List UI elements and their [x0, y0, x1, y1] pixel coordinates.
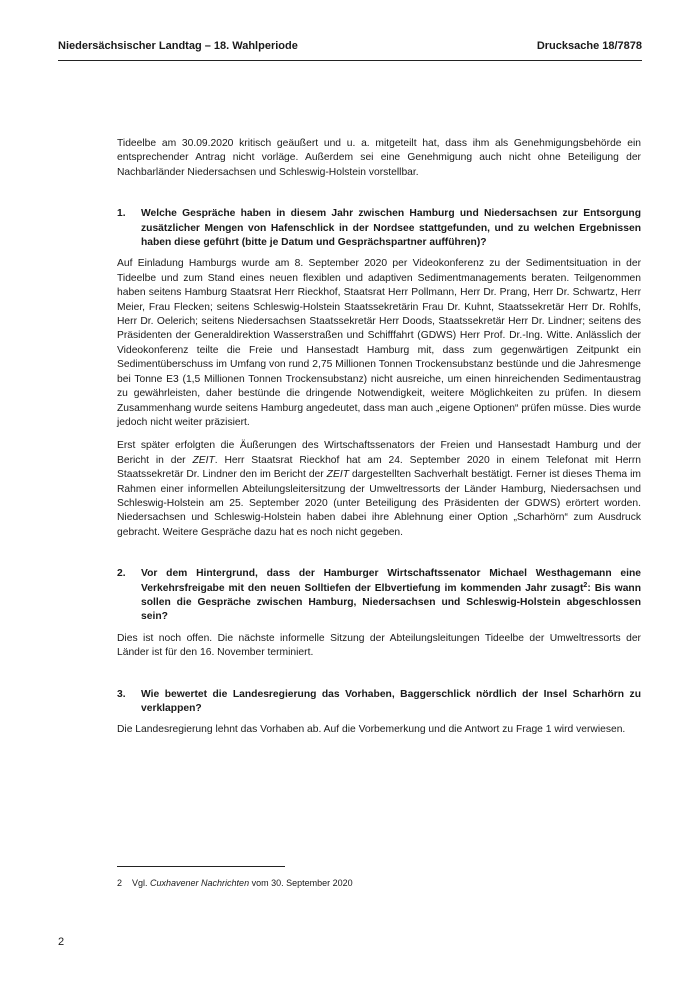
question-text-part: Vor dem Hintergrund, dass der Hamburger Wirtschaftssenator Michael Westhagemann eine Verkehrsfreigabe mit den neuen Solltiefen der Elbvertiefung im kommenden Jahr zusagt — [141, 568, 641, 594]
page-number: 2 — [58, 936, 65, 948]
question-number: 3. — [117, 688, 126, 700]
answer-paragraph: Erst später erfolgten die Äußerungen des Wirtschaftssenators der Freien und Hansestadt Hamburg und der Bericht in der ZEIT. Herr Staatsrat Rieckhof hat am 24. September 2020 in einem Telefonat mit Herrn Staatssekretär Dr. Lindner den im Bericht der ZEIT dargestellten Sachverhalt bestätigt. Ferner ist dieses Thema im Rahmen einer informellen Abteilungsleitersitzung der Umweltressorts der Länder Hamburg, Niedersachsen und Schleswig-Holstein am 25. September 2020 (unter Beteiligung des Präsidenten der GDWS) erörtert worden. Niedersachsen und Schleswig-Holstein haben dabei ihre Ablehnung einer Option „Scharhörn“ zum Ausdruck gebracht. Weitere Gespräche dazu hat es noch nicht gegeben. — [117, 440, 642, 538]
answer-paragraph: Auf Einladung Hamburgs wurde am 8. September 2020 per Videokonferenz zu der Sedimentsituation in der Tideelbe und zum Stand eines neuen flexiblen und adaptiven Sedimentmanagements beraten. Teilgenommen haben seitens Hamburg Staatsrat Herr Rieckhof, Staatsrat Herr Pollmann, Herr Dr. Prang, Herr Dr. Schwartz, Herr Meier, Frau Flecken; seitens Schleswig-Holstein Staatssekretärin Frau Dr. Kuhnt, Staatssekretär Herr Dr. Rohlfs, Herr Dr. Oelerich; seitens Niedersachsen Staatssekretär Herr Doods, Staatssekretär Herr Dr. Lindner; seitens des Präsidenten der Generaldirektion Wasserstraßen und Schifffahrt (GDWS) Herr Prof. Dr.-Ing. Witte. Anlässlich der Videokonferenz teilte die Freie und Hansestadt Hamburg mit, dass zum gegenwärtigen Zeitpunkt ein Sedimentüberschuss im Umfang von rund 2,75 Millionen Tonnen Trockensubstanz bestünde und die Jahresmenge bei Tonne E3 (1,5 Millionen Tonnen Trockensubstanz) nicht ausreiche, um einen hinreichenden Sedimentaustrag zu gewährleisten, daher bestünde die dringende Notwendigkeit, weitere Möglichkeiten zu prüfen. In diesem Zusammenhang wurde seitens Hamburg angedeutet, dass man auch „eigene Optionen“ prüfen müsse. Dies wurde jedoch nicht weiter präzisiert. — [117, 258, 641, 428]
intro-paragraph: Tideelbe am 30.09.2020 kritisch geäußert und u. a. mitgeteilt hat, dass ihm als Genehmigungsbehörde ein entsprechender Antrag nicht vorläge. Außerdem sei eine Genehmigung auch nicht ohne Beteiligung der Nachbarländer Niedersachsen und Schleswig-Holstein vorstellbar. — [117, 138, 641, 178]
answer-paragraph: Die Landesregierung lehnt das Vorhaben ab. Auf die Vorbemerkung und die Antwort zu Frage 1 wird verwiesen. — [117, 724, 626, 736]
footnote-rule — [117, 866, 285, 867]
footnote-source: Cuxhavener Nachrichten — [150, 878, 250, 888]
footnote-text: Vgl. Cuxhavener Nachrichten vom 30. September 2020 — [132, 878, 353, 888]
page-header — [58, 40, 642, 52]
question-number: 1. — [117, 208, 126, 220]
question-text-part: : Bis wann sollen die Gespräche zwischen Hamburg, Niedersachsen und Schleswig-Holstein abgeschlossen sein? — [141, 582, 641, 623]
header-left: Niedersächsischer Landtag – 18. Wahlperiode — [58, 40, 298, 52]
question-2 — [117, 567, 641, 625]
footnote-reference: 2 — [583, 581, 588, 589]
header-right: Drucksache 18/7878 — [536, 40, 642, 52]
header-rule — [58, 60, 642, 61]
question-number: 2. — [117, 568, 126, 580]
footnote-number: 2 — [117, 878, 123, 888]
question-3 — [117, 688, 641, 717]
question-text: Welche Gespräche haben in diesem Jahr zwischen Hamburg und Niedersachsen zur Entsorgung zusätzlicher Mengen von Hafenschlick in der Nordsee stattgefunden, und zu welchen Ergebnissen haben diese geführt (bitte je Datum und Gesprächspartner aufführen)? — [141, 208, 641, 249]
document-body — [117, 137, 641, 738]
question-1 — [117, 207, 641, 250]
question-text — [141, 567, 641, 625]
answer-paragraph: Dies ist noch offen. Die nächste informelle Sitzung der Abteilungsleitungen Tideelbe der Umweltressorts der Länder ist für den 16. November terminiert. — [117, 632, 641, 659]
footnote — [117, 878, 353, 888]
question-text: Wie bewertet die Landesregierung das Vorhaben, Baggerschlick nördlich der Insel Scharhörn zu verklappen? — [141, 688, 641, 714]
